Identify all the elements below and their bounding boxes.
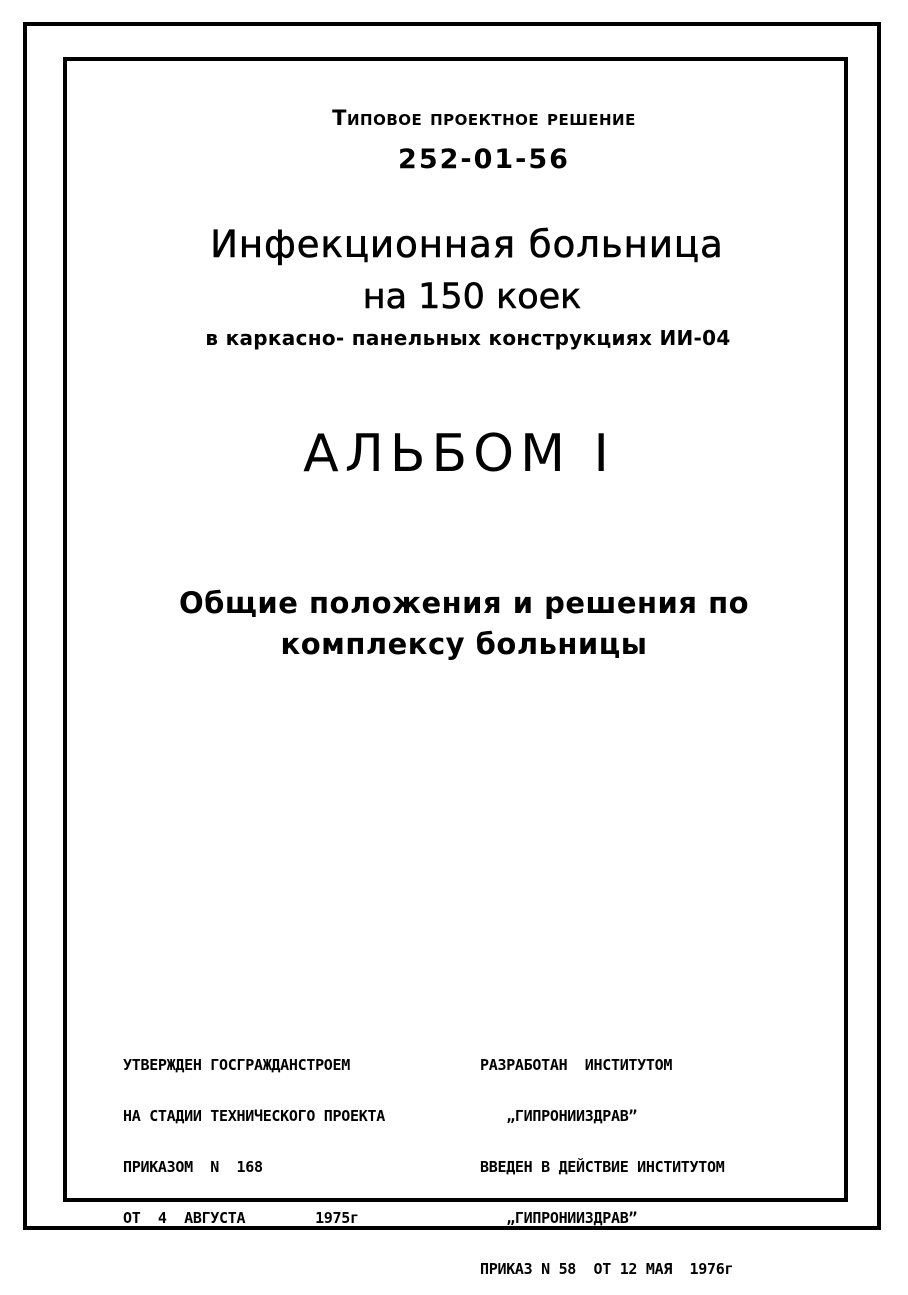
developer-line: ВВЕДЕН В ДЕЙСТВИЕ ИНСТИТУТОМ [480, 1158, 725, 1176]
title-line-3: в каркасно- панельных конструкциях ИИ-04 [205, 326, 731, 350]
approval-block [123, 1023, 385, 1244]
section-title-line-1: Общие положения и решения по [178, 586, 750, 620]
album-label: АЛЬБОМ I [303, 424, 615, 484]
developer-line: РАЗРАБОТАН ИНСТИТУТОМ [480, 1056, 673, 1074]
document-type: Типовое проектное решение [332, 106, 636, 130]
section-title-line-2: комплексу больницы [280, 627, 648, 661]
document-number: 252-01-56 [398, 144, 570, 175]
approval-line: ПРИКАЗОМ N 168 [123, 1158, 263, 1176]
title-line-1: Инфекционная больница [210, 223, 724, 266]
title-line-2: на 150 коек [362, 277, 582, 317]
developer-line: „ГИПРОНИИЗДРАВ” [480, 1209, 638, 1227]
approval-line: УТВЕРЖДЕН ГОСГРАЖДАНСТРОЕМ [123, 1056, 351, 1074]
approval-line: НА СТАДИИ ТЕХНИЧЕСКОГО ПРОЕКТА [123, 1107, 385, 1125]
developer-block [480, 1023, 733, 1295]
developer-line: ПРИКАЗ N 58 ОТ 12 МАЯ 1976г [480, 1260, 734, 1278]
developer-line: „ГИПРОНИИЗДРАВ” [480, 1107, 638, 1125]
approval-line: ОТ 4 АВГУСТА 1975г [123, 1209, 359, 1227]
